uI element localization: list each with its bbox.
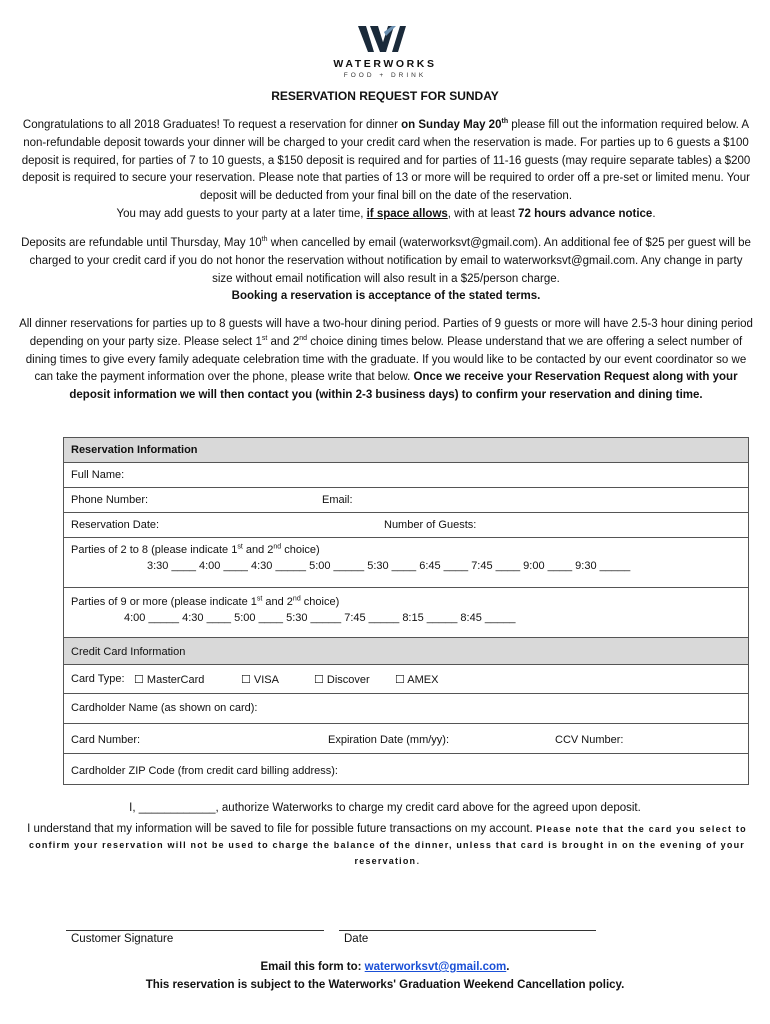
email-label: Email:: [322, 494, 353, 506]
email-suffix: .: [506, 961, 510, 973]
intro-text: Congratulations to all 2018 Graduates! To request a reservation for dinner: [22, 119, 402, 131]
reservation-info-title: Reservation Information: [71, 444, 198, 456]
zip-code-label: Cardholder ZIP Code (from credit card billing address):: [71, 765, 338, 777]
email-link[interactable]: waterworksvt@gmail.com: [364, 961, 507, 973]
small-party-time-options[interactable]: 3:30 ____ 4:00 ____ 4:30 _____ 5:00 _____ 5:30 ____ 6:45 ____ 7:45 ____ 9:00 ____ 9:30 _____: [147, 560, 631, 572]
large-party-time-options[interactable]: 4:00 _____ 4:30 ____ 5:00 ____ 5:30 _____ 7:45 _____ 8:15 _____ 8:45 _____: [124, 612, 516, 624]
date-line: [339, 930, 596, 931]
cancellation-policy: This reservation is subject to the Waterworks' Graduation Weekend Cancellation policy.: [145, 979, 625, 991]
card-number-label: Card Number:: [71, 734, 141, 746]
period: .: [652, 207, 656, 220]
advance-notice-text: 72 hours advance notice: [518, 207, 653, 220]
space-allows-text: if space allows: [366, 207, 448, 220]
brand-tagline: FOOD + DRINK: [343, 72, 427, 79]
page-title: RESERVATION REQUEST FOR SUNDAY: [271, 89, 499, 103]
customer-signature-label: Customer Signature: [71, 933, 174, 945]
date-label: Date: [344, 933, 369, 945]
phone-label: Phone Number:: [71, 494, 149, 506]
expiration-date-label: Expiration Date (mm/yy):: [328, 734, 450, 746]
small-party-label: Parties of 2 to 8 (please indicate 1st and 2nd choice): [71, 543, 320, 556]
phone-email-row[interactable]: [64, 488, 748, 513]
cardholder-row[interactable]: [64, 694, 748, 724]
and-text: and 2: [267, 335, 300, 348]
card-use-notice: Please note that the card you select to confirm your reservation will not be used to charge the balance of the dinner, unless that card is brought in on the evening of your reservation: [29, 824, 747, 866]
authorization-notice: [22, 821, 752, 869]
waterworks-logo: [326, 24, 444, 82]
add-guests-text: You may add guests to your party at a later time,: [116, 207, 367, 220]
credit-card-title: Credit Card Information: [71, 646, 186, 658]
number-of-guests-label: Number of Guests:: [384, 519, 477, 531]
mastercard-checkbox[interactable]: ☐ MasterCard: [134, 674, 205, 686]
dining-text: All dinner reservations for parties up to 8 guests will have a two-hour dining period. Parties of 9 guests or more will have 2.5-3 hour dining period depending on your party size. Please select 1: [19, 318, 753, 348]
full-name-label: Full Name:: [71, 469, 125, 481]
confirmation-text: Once we receive your Reservation Request along with your deposit information we will then contact you (within 2-3 business days) to confirm your reservation and dining time.: [69, 371, 738, 402]
ccv-label: CCV Number:: [555, 734, 624, 746]
refund-date-suffix: th: [261, 236, 268, 244]
amex-checkbox[interactable]: ☐ AMEX: [395, 674, 439, 686]
large-party-label: Parties of 9 or more (please indicate 1st and 2nd choice): [71, 595, 340, 608]
email-prefix: Email this form to:: [260, 961, 365, 973]
deposit-text: please fill out the information required below. A non-refundable deposit towards your dinner will be charged to your credit card when the reservation is made. For parties up to 6 guests a $100 deposit is required, for parties of 7 to 10 guests, a $150 deposit is required and for parties of 11-16 guests (may require separate tables) a $200 deposit is required to secure your reservation. Please note that parties of 13 or more will be required to order off a pre-set or limited menu. Your deposit will be deducted from your final bill on the date of the reservation.: [21, 119, 751, 203]
date-suffix: th: [501, 118, 509, 126]
card-number-row[interactable]: [64, 724, 748, 754]
fee-text: when cancelled by email (waterworksvt@gmail.com). An additional fee of $25 per guest will be charged to your credit card if you do not honor the reservation without notification by email to waterworksvt@gmail.com. Any change in party size without email notification will also result in a $25/person charge.: [29, 237, 751, 285]
sup-st: st: [261, 334, 268, 342]
signature-line: [66, 930, 324, 931]
notice-period: .: [416, 855, 420, 867]
info-saved-text: I understand that my information will be saved to file for possible future transactions on my account.: [27, 823, 536, 835]
cardholder-name-label: Cardholder Name (as shown on card):: [71, 702, 258, 714]
sup-nd: nd: [299, 334, 308, 342]
reservation-form: [63, 437, 749, 785]
date-guests-row[interactable]: [64, 513, 748, 538]
intro-paragraph: [18, 117, 754, 224]
reservation-date-label: Reservation Date:: [71, 519, 160, 531]
visa-checkbox[interactable]: ☐ VISA: [241, 674, 279, 686]
refund-paragraph: [18, 235, 754, 306]
discover-checkbox[interactable]: ☐ Discover: [314, 674, 370, 686]
brand-name: WATERWORKS: [333, 58, 437, 70]
dining-period-paragraph: [18, 316, 754, 405]
date-highlight: on Sunday May 20: [401, 119, 502, 131]
small-party-times-row[interactable]: [64, 538, 748, 588]
coordinator-text: choice dining times below. Please understand that we are offering a select number of dining times to give every family adequate celebration time with the graduate. If you would like to be contacted by our event coordinator so we can take the payment information over the phone, please write that below.: [25, 335, 747, 384]
credit-card-header: [64, 638, 748, 665]
terms-acceptance: Booking a reservation is acceptance of the stated terms.: [231, 290, 541, 303]
full-name-row[interactable]: [64, 463, 748, 488]
refund-text: Deposits are refundable until Thursday, May 10: [21, 237, 262, 249]
reservation-info-header: [64, 438, 748, 463]
email-instruction: [0, 961, 770, 973]
notice-prefix: , with at least: [447, 207, 519, 220]
zip-row[interactable]: [64, 754, 748, 784]
large-party-times-row[interactable]: [64, 588, 748, 638]
waterworks-w-logo-icon: [358, 24, 412, 56]
authorization-line: I, ____________, authorize Waterworks to charge my credit card above for the agreed upon deposit.: [129, 802, 641, 814]
card-type-row: [64, 665, 748, 694]
card-type-label: Card Type:: [71, 673, 125, 685]
